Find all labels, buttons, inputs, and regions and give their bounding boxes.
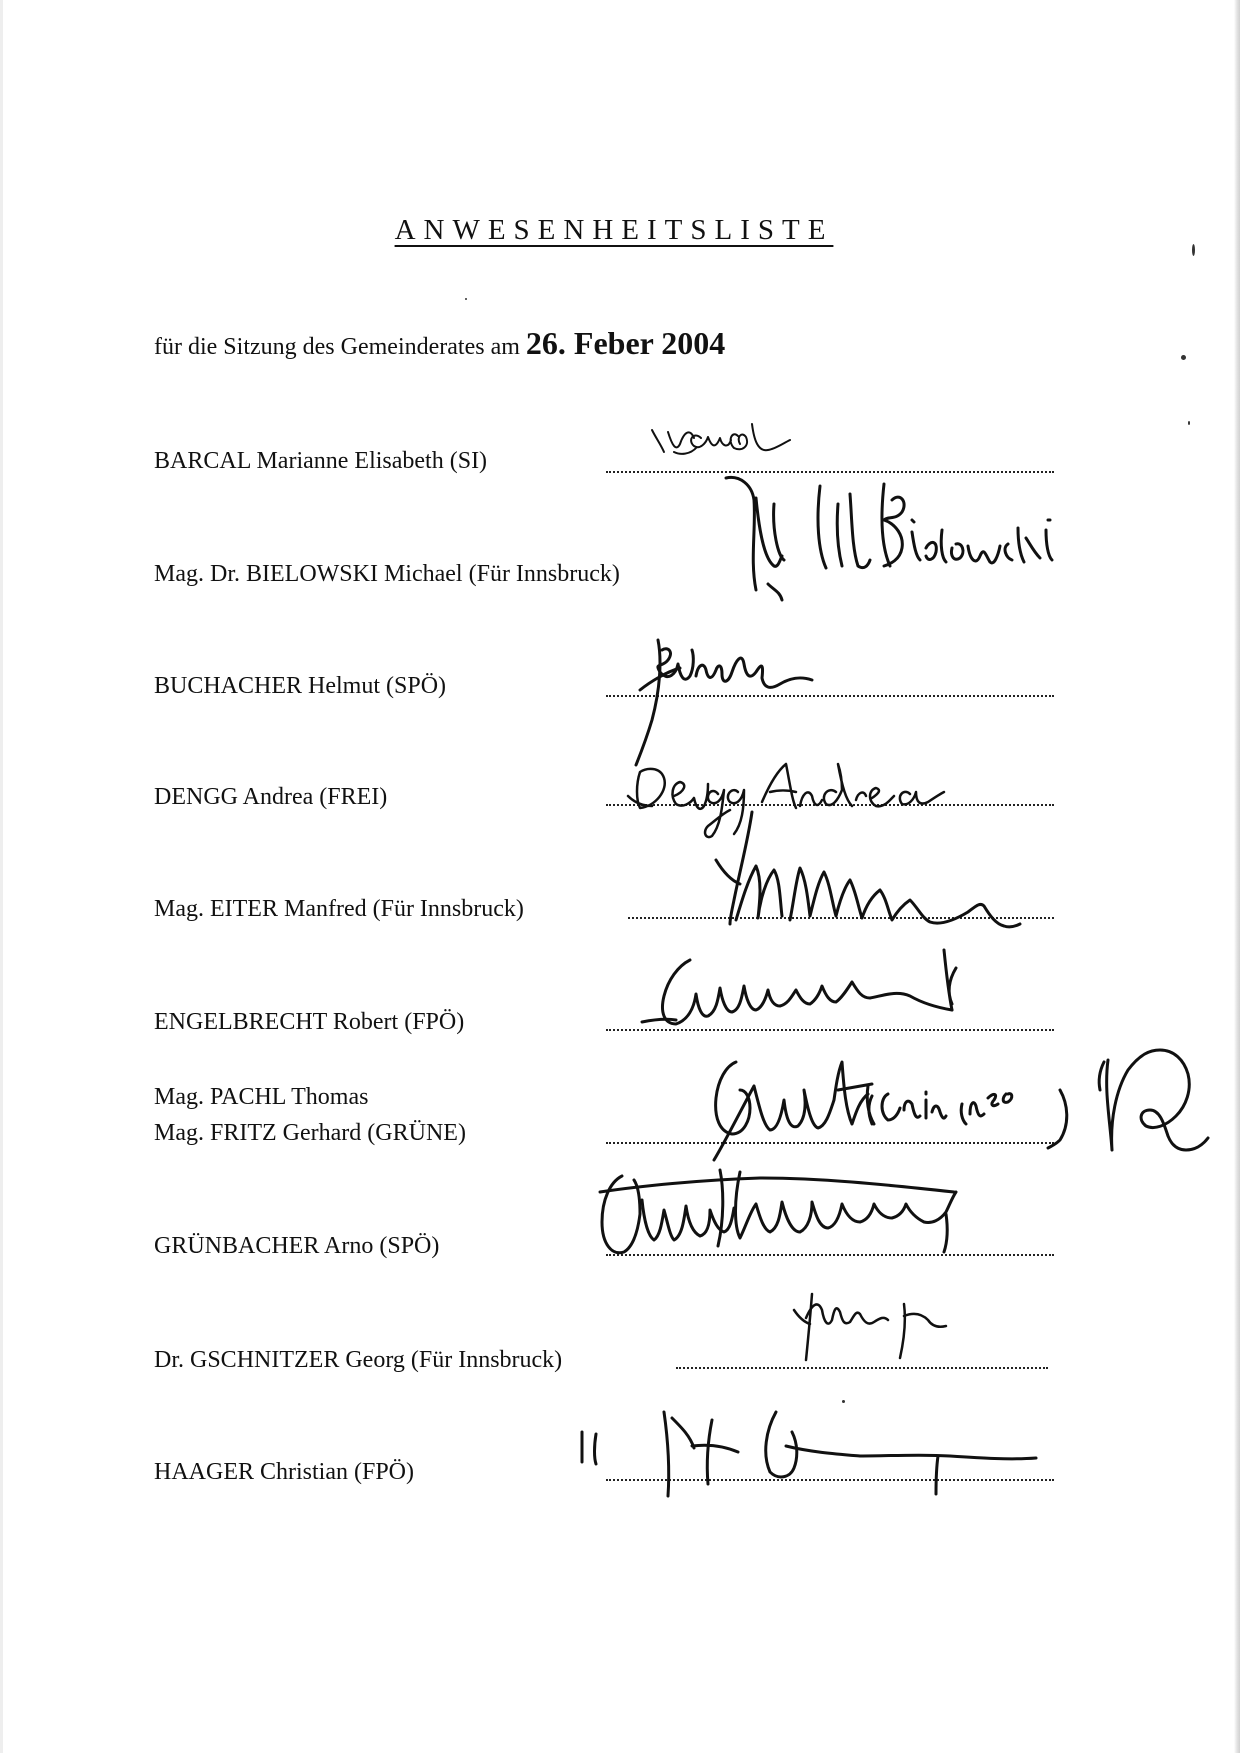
attendee-name: Mag. EITER Manfred (Für Innsbruck)	[154, 896, 524, 922]
signature-line	[606, 1140, 1054, 1144]
meeting-text: für die Sitzung des Gemeinderates am	[154, 334, 520, 360]
signature-dengg	[628, 764, 944, 837]
signature-pachl	[1099, 1050, 1208, 1150]
signature-line	[606, 1027, 1054, 1031]
attendee-name: Mag. PACHL Thomas	[154, 1084, 369, 1110]
attendee-name: ENGELBRECHT Robert (FPÖ)	[154, 1009, 465, 1035]
signature-eiter	[716, 812, 1020, 927]
signature-line	[606, 802, 1054, 806]
attendee-name: BUCHACHER Helmut (SPÖ)	[154, 673, 447, 699]
attendee-name: DENGG Andrea (FREI)	[154, 784, 388, 810]
signature-gruenbacher	[600, 1170, 956, 1253]
attendee-name: Dr. GSCHNITZER Georg (Für Innsbruck)	[154, 1347, 563, 1373]
scan-speck	[1192, 244, 1195, 256]
attendee-name: Mag. FRITZ Gerhard (GRÜNE)	[154, 1120, 466, 1146]
signature-line	[606, 1477, 1054, 1481]
scan-speck	[842, 1400, 845, 1403]
signature-line	[606, 1252, 1054, 1256]
attendee-name: Mag. Dr. BIELOWSKI Michael (Für Innsbruck)	[154, 561, 620, 587]
signature-gschnitzer	[794, 1294, 946, 1360]
scan-edge-right	[1234, 0, 1240, 1753]
scan-speck	[465, 298, 467, 300]
signature-line	[676, 1365, 1048, 1369]
attendee-name: GRÜNBACHER Arno (SPÖ)	[154, 1233, 440, 1259]
meeting-line	[154, 325, 725, 362]
signature-line	[606, 469, 1054, 473]
scan-speck	[1181, 355, 1186, 360]
signature-bielowski	[726, 477, 1052, 600]
meeting-date: 26. Feber 2004	[525, 325, 726, 361]
scan-edge-left	[0, 0, 3, 1753]
signature-buchacher	[636, 640, 812, 765]
signature-haager	[582, 1412, 1036, 1496]
document-title: ANWESENHEITSLISTE	[394, 214, 834, 246]
signature-barcal	[652, 424, 790, 454]
scan-speck	[1188, 421, 1190, 425]
signature-line	[606, 693, 1054, 697]
attendee-name: BARCAL Marianne Elisabeth (SI)	[154, 448, 488, 474]
signature-fritz	[714, 1062, 1067, 1160]
attendee-name: HAAGER Christian (FPÖ)	[154, 1459, 415, 1485]
signature-engelbrecht	[642, 950, 956, 1024]
signature-line	[628, 915, 1054, 919]
